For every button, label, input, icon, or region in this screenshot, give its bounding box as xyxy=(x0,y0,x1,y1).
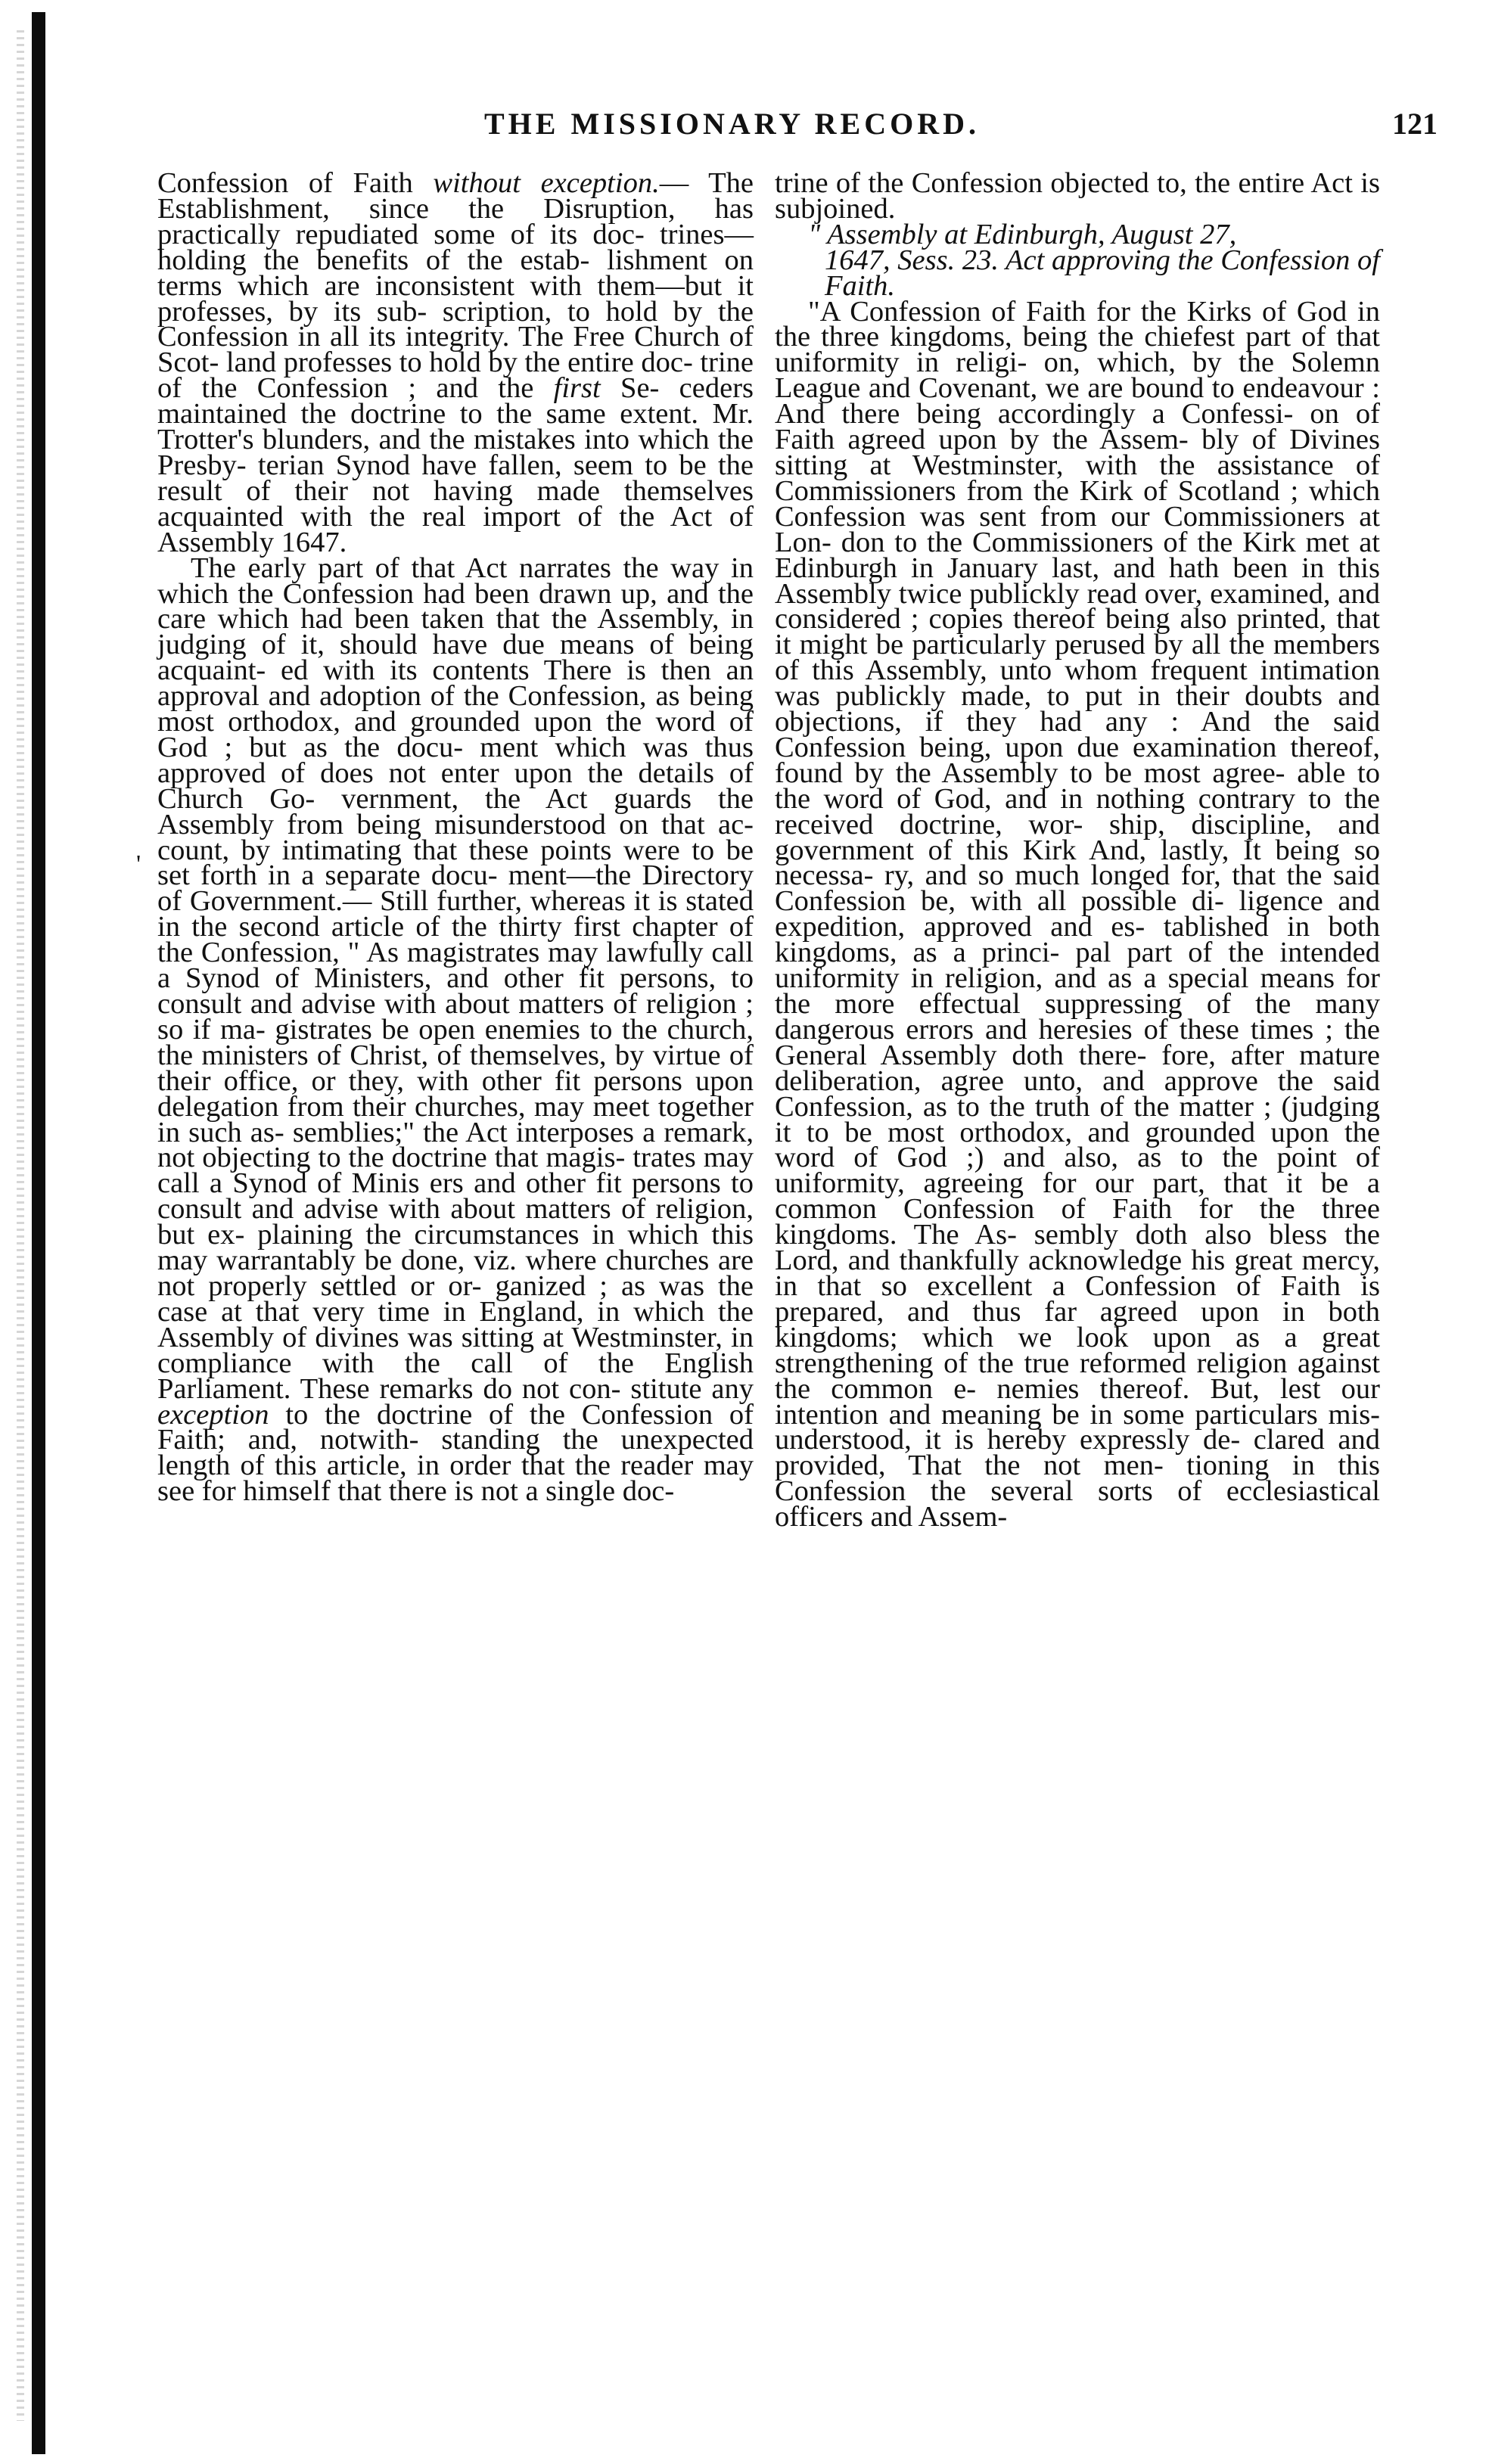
italic-text: exception xyxy=(157,1398,269,1431)
text-run: Confession of Faith xyxy=(157,167,434,199)
paragraph xyxy=(775,295,1380,1533)
text-run: trine of the Confession objected to, the entire Act is subjoined. xyxy=(775,167,1380,225)
paragraph xyxy=(157,167,754,558)
page-edge-shadow xyxy=(32,12,45,2454)
heading-line: " Assembly at Edinburgh, August 27, xyxy=(808,218,1237,250)
left-column xyxy=(157,167,754,1508)
italic-text: without exception. xyxy=(433,167,660,199)
act-heading xyxy=(775,218,1380,302)
italic-text: first xyxy=(553,372,601,405)
paragraph xyxy=(157,552,754,1508)
heading-line: 1647, Sess. 23. Act approving the Confession of Faith. xyxy=(825,244,1380,302)
text-run: to the doctrine of the Confession of Faith; and, notwith- standing the unexpected length of this article, in order that the reader may see for himself that there is not a single doc- xyxy=(157,1398,754,1508)
text-run: Se- ceders maintained the doctrine to the same extent. Mr. Trotter's blunders, and the mistakes into which the Presby- terian Synod have fallen, seem to be the result of their not having made themselves acquainted with the real import of the Act of Assembly 1647. xyxy=(157,372,754,558)
page-number: 121 xyxy=(1392,107,1438,141)
text-run: — The Establishment, since the Disruption, has practically repudiated some of its doc- trines—holding the benefits of the estab- lishment on terms which are inconsistent with them—but it professes, by its sub- scription, to hold by the Confession in all its integrity. The Free Church of Scot- land professes to hold by the entire doc- trine of the Confession ; and the xyxy=(157,167,754,405)
margin-mark: ' xyxy=(136,850,141,878)
paragraph xyxy=(775,167,1380,225)
right-column xyxy=(775,167,1380,1533)
text-run: The early part of that Act narrates the way in which the Confession had been drawn up, and the care which had been taken that the Assembly, in judging of it, should have due means of being acquaint- ed with its contents There is then an approval and adoption of the Confession, as being most orthodox, and grounded upon the word of God ; but as the docu- ment which was thus approved of does not enter upon the details of Church Go- vernment, the Act guards the Assembly from being misunderstood on that ac- count, by intimating that these points were to be set forth in a separate docu- ment—the Directory of Government.— Still further, whereas it is stated in the second article of the thirty first chapter of the Confession, " As magistrates may lawfully call a Synod of Ministers, and other fit persons, to consult and advise with about matters of religion ; so if ma- gistrates be open enemies to the church, the ministers of Christ, of themselves, by virtue of their office, or they, with other fit persons upon delegation from their churches, may meet together in such as- semblies;" the Act interposes a remark, not objecting to the doctrine that magis- trates may call a Synod of Minis ers and other fit persons to consult and advise with about matters of religion, but ex- plaining the circumstances in which this may warrantably be done, viz. where churches are not properly settled or or- ganized ; as was the case at that very time in England, in which the Assembly of divines was sitting at Westminster, in compliance with the call of the English Parliament. These remarks do not con- stitute any xyxy=(157,552,754,1405)
running-header xyxy=(76,106,1438,151)
text-run: "A Confession of Faith for the Kirks of God in the three kingdoms, being the chiefest part of that uniformity in religi- on, which, by the Solemn League and Covenant, we are bound to endeavour : And there being accordingly a Confessi- on of Faith agreed upon by the Assem- bly of Divines sitting at Westminster, with the assistance of Commissioners from the Kirk of Scotland ; which Confession was sent from our Commissioners at Lon- don to the Commissioners of the Kirk met at Edinburgh in January last, and hath been in this Assembly twice publickly read over, examined, and considered ; copies thereof being also printed, that it might be particularly perused by all the members of this Assembly, unto whom frequent intimation was publickly made, to put in their doubts and objections, if they had any : And the said Confession being, upon due examination thereof, found by the Assembly to be most agree- able to the word of God, and in nothing contrary to the received doctrine, wor- ship, discipline, and government of this Kirk And, lastly, It being so necessa- ry, and so much longed for, that the said Confession be, with all possible di- ligence and expedition, approved and es- tablished in both kingdoms, as a princi- pal part of the intended uniformity in religion, and as a special means for the more effectual suppressing of the many dangerous errors and heresies of these times ; the General Assembly doth there- fore, after mature deliberation, agree unto, and approve the said Confession, as to the truth of the matter ; (judging it to be most orthodox, and grounded upon the word of God ;) and also, as to the point of uniformity, agreeing for our part, that it be a common Confession of Faith for the three kingdoms. The As- sembly doth also bless the Lord, and thankfully acknowledge his great mercy, in that so excellent a Confession of Faith is prepared, and thus far agreed upon in both kingdoms; which we look upon as a great strengthening of the true reformed religion against the common e- nemies thereof. But, lest our intention and meaning be in some particulars mis- understood, it is hereby expressly de- clared and provided, That the not men- tioning in this Confession the several sorts of ecclesiastical officers and Assem- xyxy=(775,295,1380,1533)
binding-edge xyxy=(17,30,24,2421)
running-title: THE MISSIONARY RECORD. xyxy=(484,107,980,141)
